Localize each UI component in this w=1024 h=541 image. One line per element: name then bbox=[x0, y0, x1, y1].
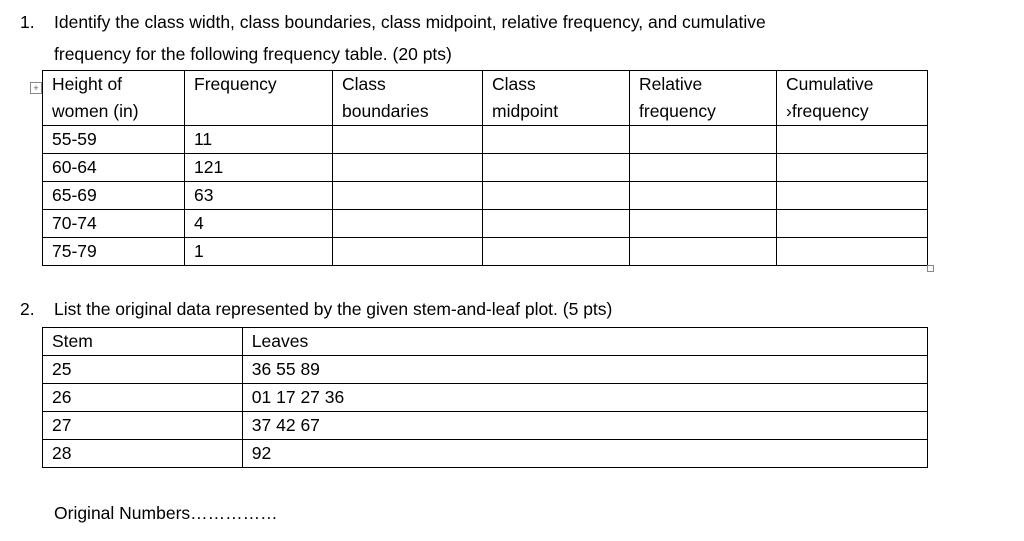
table-row bbox=[43, 210, 928, 238]
table-row bbox=[43, 384, 928, 412]
cell-empty[interactable] bbox=[333, 126, 483, 154]
question-2-number: 2. bbox=[20, 299, 35, 319]
cell-empty[interactable] bbox=[630, 126, 777, 154]
table-header-row bbox=[43, 71, 928, 126]
cell-frequency: 4 bbox=[185, 210, 333, 238]
cell-frequency: 121 bbox=[185, 154, 333, 182]
cell-frequency: 1 bbox=[185, 238, 333, 266]
header-relative-frequency: Relative frequency bbox=[630, 71, 777, 126]
table-resize-handle[interactable] bbox=[927, 265, 934, 272]
question-1-number: 1. bbox=[20, 12, 35, 32]
cell-frequency: 11 bbox=[185, 126, 333, 154]
cell-leaves: 01 17 27 36 bbox=[242, 384, 927, 412]
cell-empty[interactable] bbox=[630, 182, 777, 210]
cell-empty[interactable] bbox=[777, 210, 928, 238]
cell-empty[interactable] bbox=[777, 126, 928, 154]
header-height: Height of women (in) bbox=[43, 71, 185, 126]
header-leaves: Leaves bbox=[242, 328, 927, 356]
cell-stem: 25 bbox=[43, 356, 243, 384]
cell-empty[interactable] bbox=[483, 154, 630, 182]
cell-empty[interactable] bbox=[483, 182, 630, 210]
table-row bbox=[43, 356, 928, 384]
cell-empty[interactable] bbox=[777, 182, 928, 210]
header-cumulative-frequency: Cumulative ›frequency bbox=[777, 71, 928, 126]
header-class-boundaries: Class boundaries bbox=[333, 71, 483, 126]
table-row bbox=[43, 182, 928, 210]
cell-empty[interactable] bbox=[777, 154, 928, 182]
cell-empty[interactable] bbox=[483, 210, 630, 238]
original-numbers-label: Original Numbers…………… bbox=[54, 503, 278, 523]
table-row bbox=[43, 440, 928, 468]
cell-height: 75-79 bbox=[43, 238, 185, 266]
cell-leaves: 92 bbox=[242, 440, 927, 468]
cell-stem: 28 bbox=[43, 440, 243, 468]
cell-empty[interactable] bbox=[630, 154, 777, 182]
cell-empty[interactable] bbox=[333, 238, 483, 266]
table-header-row bbox=[43, 328, 928, 356]
cell-leaves: 37 42 67 bbox=[242, 412, 927, 440]
table-row bbox=[43, 412, 928, 440]
frequency-table bbox=[42, 70, 928, 266]
cell-frequency: 63 bbox=[185, 182, 333, 210]
header-class-midpoint: Class midpoint bbox=[483, 71, 630, 126]
cell-stem: 26 bbox=[43, 384, 243, 412]
cell-stem: 27 bbox=[43, 412, 243, 440]
cell-height: 55-59 bbox=[43, 126, 185, 154]
question-1-text-line2: frequency for the following frequency table. (20 pts) bbox=[54, 44, 452, 64]
cell-height: 60-64 bbox=[43, 154, 185, 182]
cell-empty[interactable] bbox=[483, 238, 630, 266]
cell-empty[interactable] bbox=[630, 210, 777, 238]
cell-height: 65-69 bbox=[43, 182, 185, 210]
table-row bbox=[43, 126, 928, 154]
question-2-text: List the original data represented by the given stem-and-leaf plot. (5 pts) bbox=[54, 299, 613, 319]
header-stem: Stem bbox=[43, 328, 243, 356]
question-1-text-line1: Identify the class width, class boundaries, class midpoint, relative frequency, and cumulative bbox=[54, 12, 766, 32]
cell-empty[interactable] bbox=[333, 154, 483, 182]
table-row bbox=[43, 238, 928, 266]
stem-leaf-table bbox=[42, 327, 928, 468]
table-row bbox=[43, 154, 928, 182]
cell-empty[interactable] bbox=[333, 210, 483, 238]
cell-empty[interactable] bbox=[483, 126, 630, 154]
cell-leaves: 36 55 89 bbox=[242, 356, 927, 384]
cell-empty[interactable] bbox=[630, 238, 777, 266]
cell-empty[interactable] bbox=[333, 182, 483, 210]
header-frequency: Frequency bbox=[185, 71, 333, 126]
cell-height: 70-74 bbox=[43, 210, 185, 238]
cell-empty[interactable] bbox=[777, 238, 928, 266]
table-move-handle-icon[interactable]: + bbox=[30, 82, 42, 94]
